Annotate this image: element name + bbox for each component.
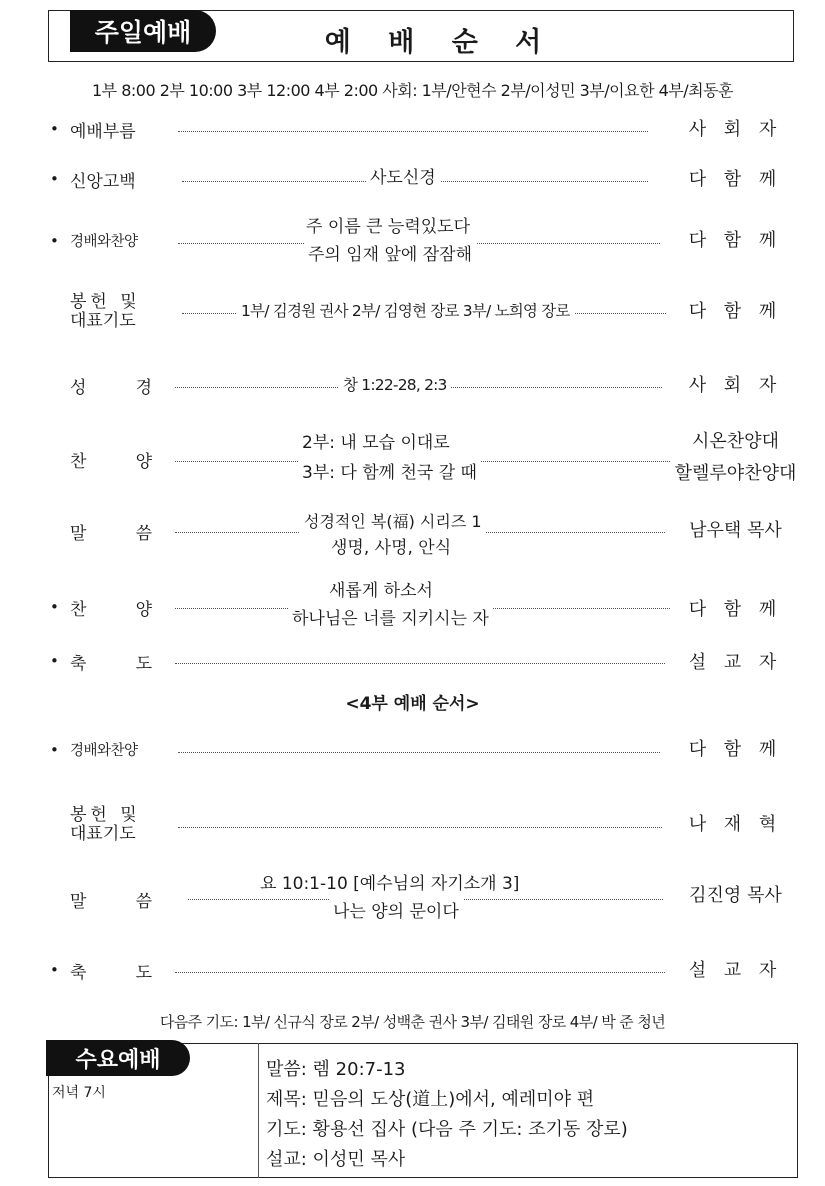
label-char: 축	[70, 963, 87, 983]
label-char: 도	[135, 654, 152, 674]
label-char: 말	[70, 892, 87, 912]
order-label-sermon	[70, 519, 152, 544]
label-char: 씀	[135, 892, 152, 912]
fourth-center-sermon-1: 요 10:1-10 [예수님의 자기소개 3]	[256, 871, 523, 898]
wednesday-service-badge: 수요예배	[46, 1040, 190, 1076]
label-char: 말	[70, 524, 87, 544]
order-center-creed: 사도신경	[366, 165, 440, 192]
fourth-label-sermon	[70, 887, 152, 912]
fourth-right-praise: 다 함 께	[688, 739, 783, 760]
leader-dots	[175, 663, 665, 664]
order-center-praise-1: 주 이름 큰 능력있도다	[302, 214, 474, 241]
bullet: •	[50, 120, 59, 138]
wednesday-scripture: 말씀: 렘 20:7-13	[266, 1059, 406, 1080]
wednesday-title: 제목: 믿음의 도상(道上)에서, 예레미야 편	[266, 1089, 595, 1110]
order-label-choir	[70, 447, 152, 472]
order-right-praise: 다 함 께	[688, 230, 783, 251]
bullet: •	[50, 598, 59, 616]
fourth-center-sermon-2: 나는 양의 문이다	[329, 899, 463, 926]
wednesday-prayer: 기도: 황용선 집사 (다음 주 기도: 조기동 장로)	[266, 1119, 628, 1140]
leader-dots	[175, 972, 665, 973]
order-center-hymn-1: 새롭게 하소서	[325, 578, 437, 605]
order-center-choir-1: 2부: 내 모습 이대로	[298, 430, 454, 457]
order-label-line: 대표기도	[70, 311, 136, 331]
order-center-praise-2: 주의 임재 앞에 잠잠해	[304, 242, 476, 269]
order-right-creed: 다 함 께	[688, 169, 783, 190]
sunday-service-badge: 주일예배	[70, 10, 216, 52]
leader-dots	[178, 752, 660, 753]
order-label-call-to-worship: 예배부름	[70, 122, 136, 142]
order-center-choir-2: 3부: 다 함께 천국 갈 때	[298, 460, 481, 487]
fourth-right-sermon: 김진영 목사	[689, 885, 782, 906]
fourth-label-offering	[70, 806, 141, 844]
order-label-line: 봉헌 및	[70, 805, 141, 825]
bullet: •	[50, 652, 59, 670]
fourth-label-praise: 경배와찬양	[70, 743, 138, 759]
label-char: 찬	[70, 600, 87, 620]
order-center-offering: 1부/ 김경원 권사 2부/ 김영현 장로 3부/ 노희영 장로	[237, 298, 574, 325]
label-char: 경	[135, 378, 152, 398]
order-label-praise: 경배와찬양	[70, 234, 138, 250]
label-char: 축	[70, 654, 87, 674]
leader-dots	[178, 827, 662, 828]
order-right-offering: 다 함 께	[688, 301, 783, 322]
service-times-line: 1부 8:00 2부 10:00 3부 12:00 4부 2:00 사회: 1부/안현수 2부/이성민 3부/이요한 4부/최동훈	[91, 81, 734, 100]
fourth-label-benediction	[70, 958, 152, 983]
wednesday-preacher: 설교: 이성민 목사	[266, 1149, 406, 1170]
next-week-prayer: 다음주 기도: 1부/ 신규식 장로 2부/ 성백춘 권사 3부/ 김태원 장로 4부/ 박 준 청년	[159, 1013, 666, 1031]
order-center-hymn-2: 하나님은 너를 지키시는 자	[288, 606, 493, 633]
order-label-offering	[70, 293, 141, 331]
label-char: 성	[70, 378, 87, 398]
label-char: 양	[135, 600, 152, 620]
order-center-sermon-sub: 생명, 사명, 안식	[327, 535, 455, 562]
bullet: •	[50, 232, 59, 250]
fourth-right-offering: 나 재 혁	[688, 814, 783, 835]
order-right-hymn: 다 함 께	[688, 599, 783, 620]
bullet: •	[50, 170, 59, 188]
order-right-choir-1: 시온찬양대	[692, 431, 779, 452]
order-right-choir-2: 할렐루야찬양대	[674, 463, 797, 484]
order-center-scripture: 창 1:22-28, 2:3	[339, 372, 451, 399]
order-label-benediction	[70, 649, 152, 674]
order-label-scripture	[70, 373, 152, 398]
label-char: 양	[135, 452, 152, 472]
order-label-line: 대표기도	[70, 824, 136, 844]
wednesday-time: 저녁 7시	[52, 1085, 106, 1101]
order-label-hymn	[70, 595, 152, 620]
fourth-right-benediction: 설 교 자	[688, 960, 783, 981]
bullet: •	[50, 961, 59, 979]
order-right-benediction: 설 교 자	[688, 652, 783, 673]
order-right-call-to-worship: 사 회 자	[688, 119, 783, 140]
wednesday-divider	[258, 1043, 259, 1178]
order-center-sermon-title: 성경적인 복(福) 시리즈 1	[300, 508, 486, 535]
page-title: 예 배 순 서	[324, 27, 556, 58]
order-right-sermon: 남우택 목사	[689, 520, 782, 541]
label-char: 찬	[70, 452, 87, 472]
label-char: 씀	[135, 524, 152, 544]
leader-dots	[178, 131, 648, 132]
order-label-creed: 신앙고백	[70, 172, 136, 192]
fourth-service-heading: <4부 예배 순서>	[345, 694, 480, 714]
label-char: 도	[135, 963, 152, 983]
order-label-line: 봉헌 및	[70, 292, 141, 312]
order-right-scripture: 사 회 자	[688, 375, 783, 396]
bullet: •	[50, 741, 59, 759]
